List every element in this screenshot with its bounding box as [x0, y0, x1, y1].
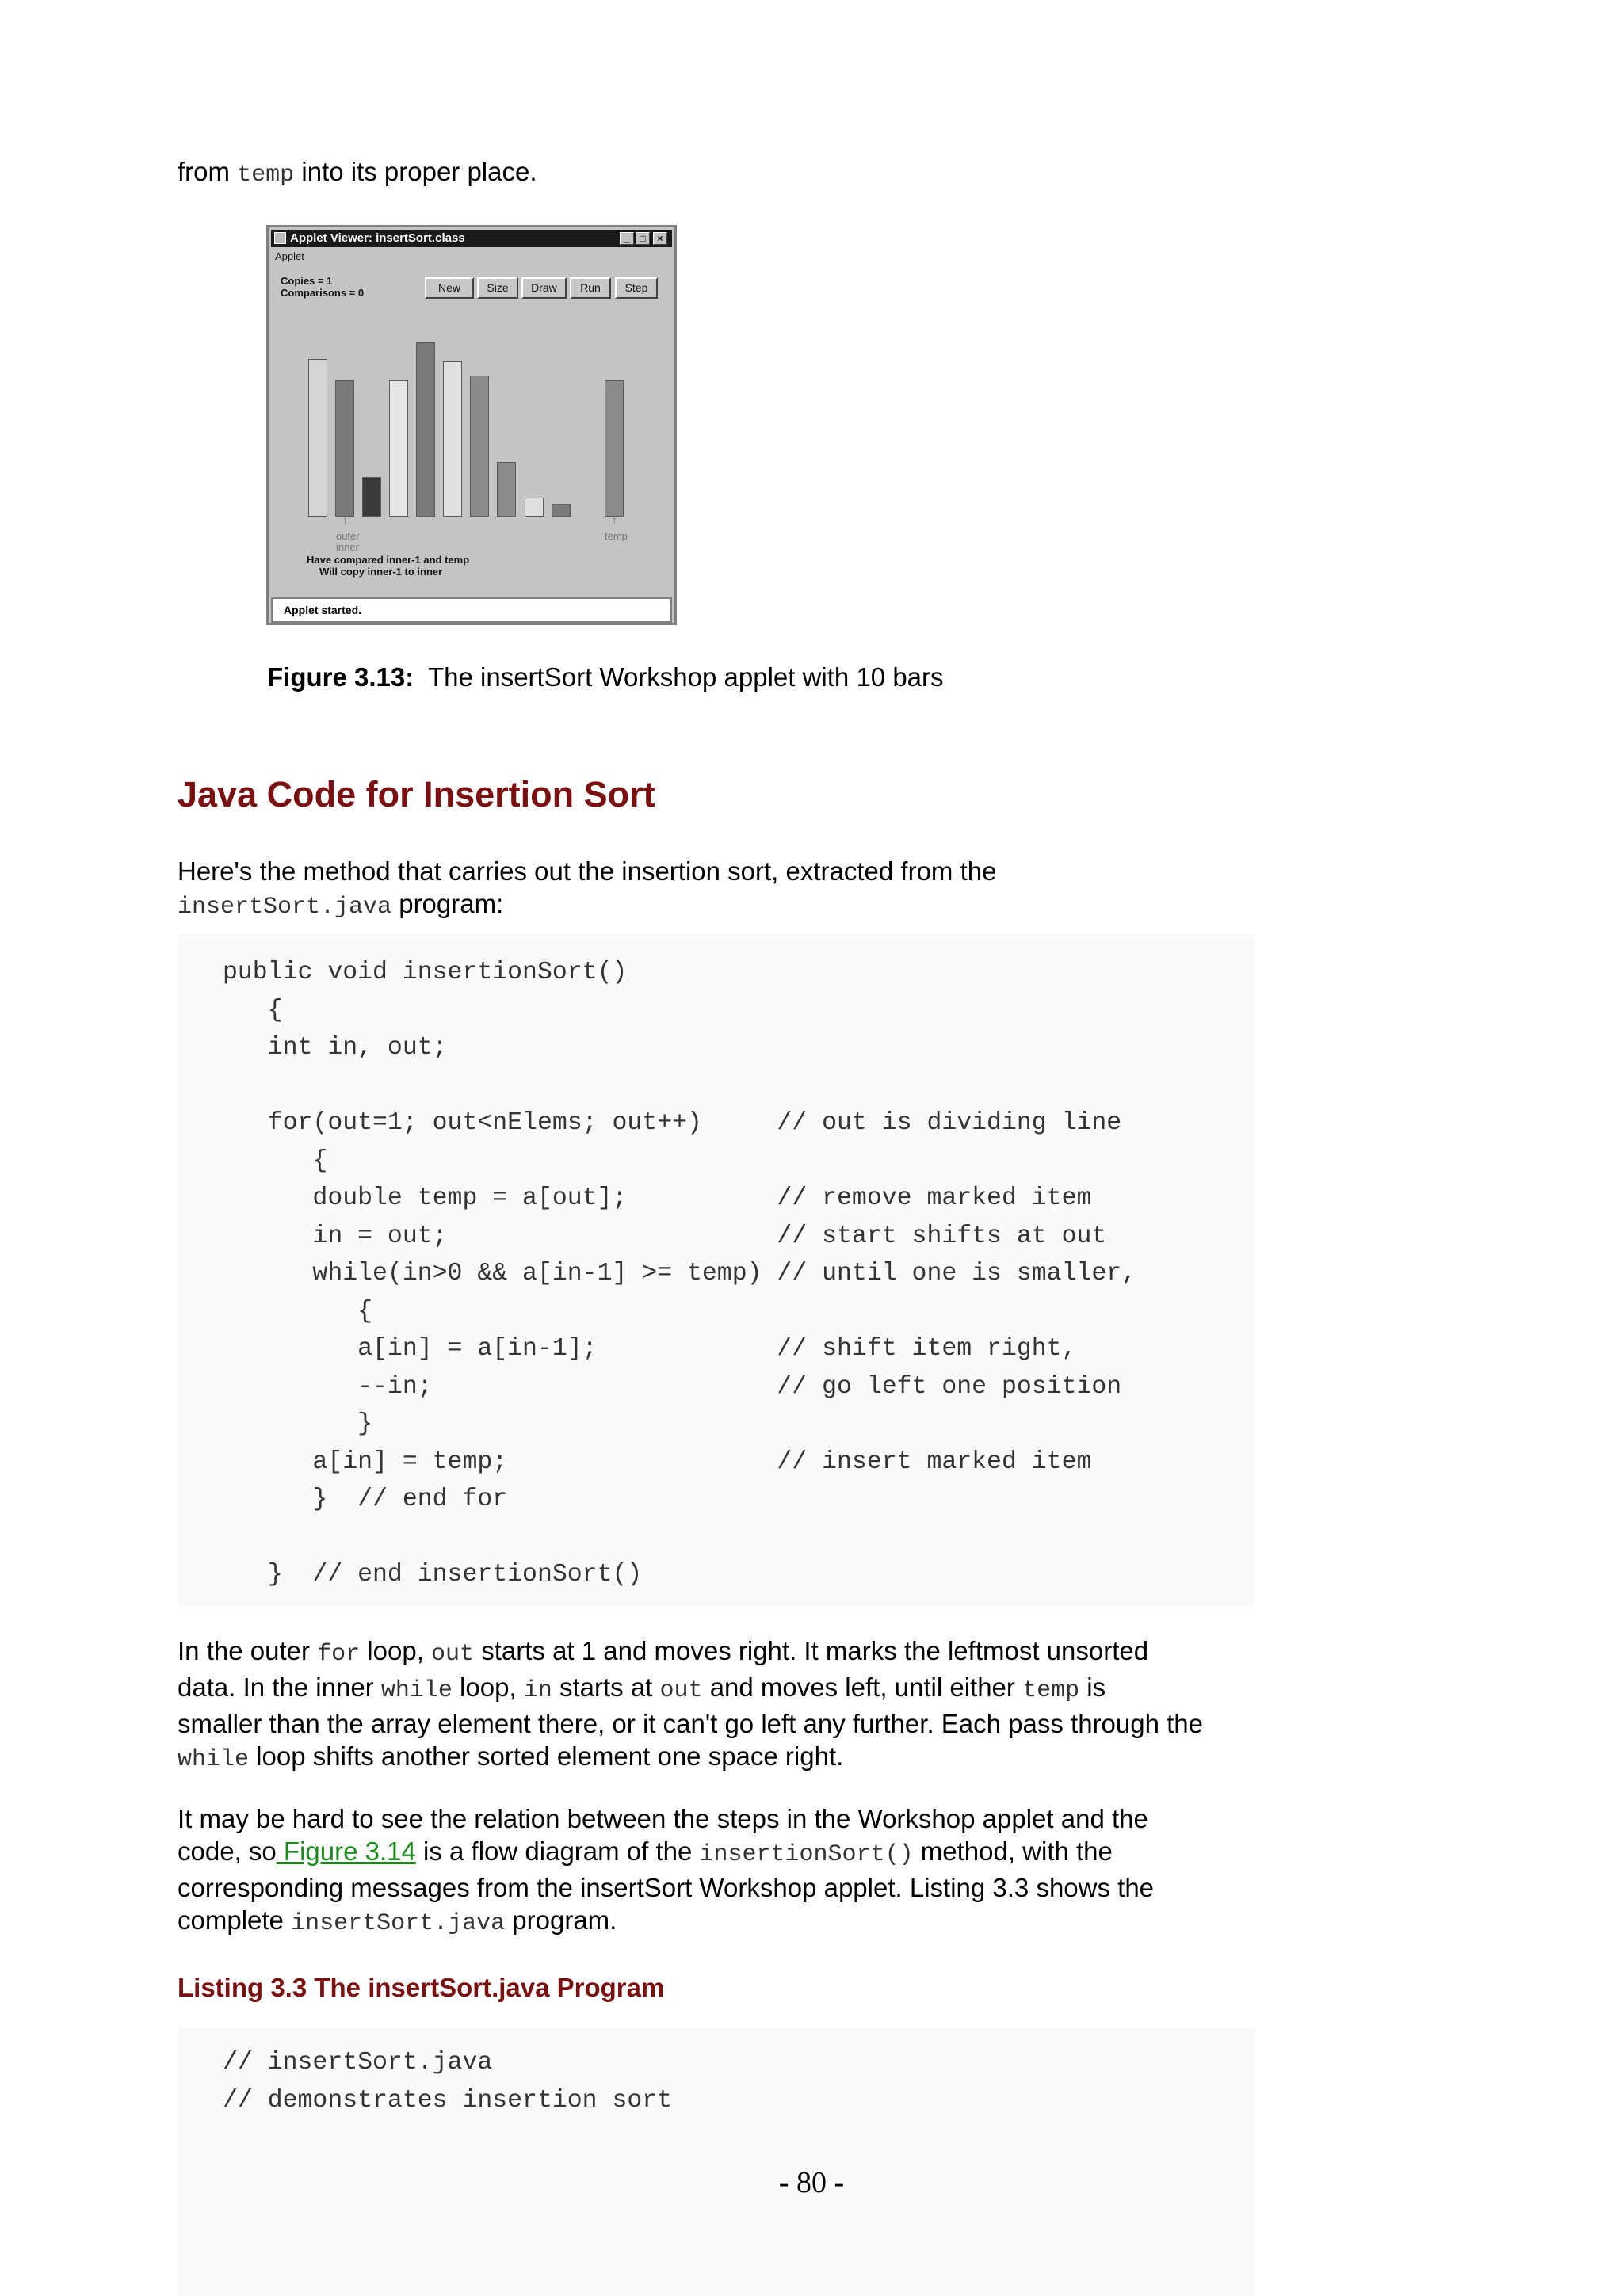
para-figure-ref: It may be hard to see the relation between the steps in the Workshop applet and the code, so Figure 3.14 is a flow diagram of the insertionSort() method, with the corresponding messages from the insertSort Workshop applet. Listing 3.3 shows the complete insertSort.java program. [178, 1804, 1155, 1937]
code-line: // insertSort.java [223, 2049, 493, 2077]
array-bar [497, 462, 516, 517]
close-icon: × [653, 232, 667, 245]
code-line: { [223, 996, 283, 1024]
page-number: - 80 - [778, 2166, 845, 2199]
minimize-icon: _ [620, 232, 634, 245]
section-heading: Java Code for Insertion Sort [178, 774, 655, 814]
maximize-icon: □ [636, 232, 650, 245]
size-button: Size [477, 277, 518, 299]
array-bar [552, 504, 571, 517]
code-line: --in; // go left one position [223, 1372, 1122, 1401]
applet-status-bar: Applet started. [271, 597, 672, 623]
code-line [223, 1067, 1136, 1105]
code-line: while(in>0 && a[in-1] >= temp) // until one is smaller, [223, 1260, 1137, 1287]
code-line: } // end for [223, 1486, 508, 1513]
code-line: { [223, 1146, 328, 1175]
temp-label: temp [605, 530, 628, 542]
figure-caption-text: The insertSort Workshop applet with 10 bars [427, 662, 944, 692]
new-button: New [425, 277, 474, 299]
array-bar [335, 380, 354, 517]
intro-line: from temp into its proper place. [178, 157, 537, 189]
outer-arrow-icon: ↑ [342, 513, 348, 526]
code-line [223, 1519, 1136, 1557]
figure-caption [267, 661, 944, 693]
code-line: int in, out; [223, 1034, 448, 1062]
array-bar [389, 380, 408, 517]
inline-code: temp [237, 162, 295, 189]
applet-titlebar [271, 230, 672, 247]
array-bar [416, 342, 435, 517]
code-line: } // end insertionSort() [223, 1561, 643, 1589]
code-block-insertion-sort [223, 954, 1136, 1594]
applet-message-1: Have compared inner-1 and temp [307, 554, 470, 566]
applet-menu: Applet [275, 250, 304, 262]
outer-label: outer [336, 530, 360, 542]
temp-arrow-icon: ↑ [612, 513, 617, 526]
code-line: } [223, 1410, 373, 1438]
applet-screenshot [266, 225, 677, 625]
array-bar [362, 477, 381, 517]
code-line: a[in] = a[in-1]; // shift item right, [223, 1335, 1077, 1363]
array-bar [443, 361, 462, 517]
code-line: in = out; // start shifts at out [223, 1222, 1107, 1250]
inline-code: insertSort.java [178, 894, 392, 921]
array-bar [470, 376, 489, 517]
para-explanation: In the outer for loop, out starts at 1 and moves right. It marks the leftmost unsorted data. In the inner while loop, in starts at out and moves left, until either temp is smaller than the array element there, or it can't go left any further. Each pass through the while loop shifts another sorted element one space right. [178, 1636, 1204, 1773]
code-block-listing [223, 2044, 672, 2119]
listing-title: Listing 3.3 The insertSort.java Program [178, 1973, 665, 2002]
applet-message-2: Will copy inner-1 to inner [319, 566, 443, 578]
code-line: for(out=1; out<nElems; out++) // out is dividing line [223, 1109, 1122, 1137]
step-button: Step [615, 277, 658, 299]
draw-button: Draw [521, 277, 567, 299]
figure-caption-label: Figure 3.13: [267, 662, 414, 692]
applet-window-title: Applet Viewer: insertSort.class [290, 231, 465, 245]
run-button: Run [570, 277, 611, 299]
para-intro: Here's the method that carries out the insertion sort, extracted from the insertSort.java program: [178, 856, 997, 921]
array-bar [308, 359, 327, 517]
bar-area [269, 307, 674, 517]
inner-label: inner [336, 541, 359, 553]
code-line: public void insertionSort() [223, 959, 628, 986]
code-line: { [223, 1297, 373, 1325]
code-line: // demonstrates insertion sort [223, 2086, 673, 2115]
array-bar [525, 498, 544, 517]
comparisons-readout: Comparisons = 0 [281, 287, 365, 299]
code-line: double temp = a[out]; // remove marked item [223, 1184, 1092, 1212]
figure-3-14-link[interactable]: Figure 3.14 [276, 1836, 416, 1866]
code-line: a[in] = temp; // insert marked item [223, 1447, 1092, 1476]
copies-readout: Copies = 1 [281, 275, 333, 287]
temp-bar [605, 380, 624, 517]
app-icon [274, 232, 286, 244]
